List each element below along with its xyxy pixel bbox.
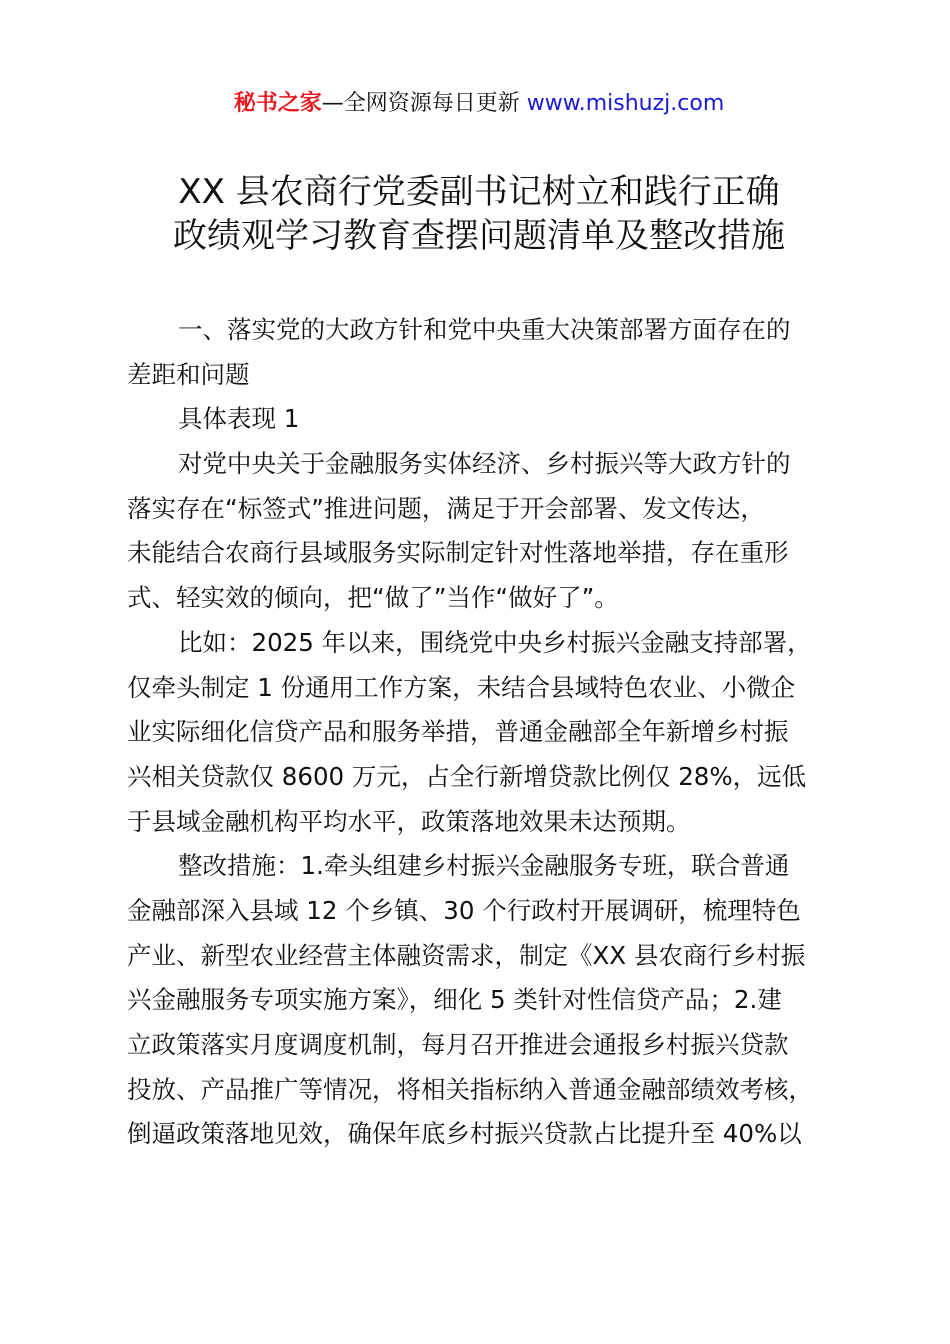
paragraph xyxy=(127,308,847,397)
paragraph-line: 兴金融服务专项实施方案》，细化 5 类针对性信贷产品；2.建 xyxy=(127,985,782,1015)
site-url-link[interactable]: www.mishuzj.com xyxy=(526,91,725,116)
paragraph-line: 式、轻实效的倾向，把“做了”当作“做好了”。 xyxy=(127,583,619,613)
paragraph xyxy=(127,397,847,442)
paragraph-line: 兴相关贷款仅 8600 万元，占全行新增贷款比例仅 28%，远低 xyxy=(127,761,807,791)
paragraph xyxy=(127,621,847,844)
document-body xyxy=(127,308,847,1157)
document-title xyxy=(0,170,950,258)
paragraph-line: 仅牵头制定 1 份通用工作方案，未结合县域特色农业、小微企 xyxy=(127,672,796,702)
paragraph-line: 比如：2025 年以来，围绕党中央乡村振兴金融支持部署， xyxy=(178,627,812,657)
paragraph-line: 具体表现 1 xyxy=(178,404,300,434)
paragraph-line: 一、落实党的大政方针和党中央重大决策部署方面存在的 xyxy=(178,315,791,344)
header-tagline: —全网资源每日更新 xyxy=(321,91,527,116)
paragraph xyxy=(127,844,847,1157)
title-line: 政绩观学习教育查摆问题清单及整改措施 xyxy=(173,216,785,256)
paragraph-line: 于县域金融机构平均水平，政策落地效果未达预期。 xyxy=(127,806,691,836)
paragraph-line: 未能结合农商行县域服务实际制定针对性落地举措，存在重形 xyxy=(127,538,789,568)
paragraph-line: 立政策落实月度调度机制，每月召开推进会通报乡村振兴贷款 xyxy=(127,1030,789,1059)
paragraph-line: 对党中央关于金融服务实体经济、乡村振兴等大政方针的 xyxy=(178,449,791,479)
paragraph-line: 整改措施：1.牵头组建乡村振兴金融服务专班，联合普通 xyxy=(178,851,790,881)
site-header xyxy=(0,88,950,120)
paragraph-line: 投放、产品推广等情况，将相关指标纳入普通金融部绩效考核， xyxy=(127,1074,813,1104)
paragraph-line: 倒逼政策落地见效，确保年底乡村振兴贷款占比提升至 40%以 xyxy=(127,1119,802,1149)
paragraph-line: 产业、新型农业经营主体融资需求，制定《XX 县农商行乡村振 xyxy=(127,940,806,970)
paragraph-line: 金融部深入县域 12 个乡镇、30 个行政村开展调研，梳理特色 xyxy=(127,895,801,925)
paragraph xyxy=(127,442,847,621)
title-line: XX 县农商行党委副书记树立和践行正确 xyxy=(178,172,780,212)
paragraph-line: 落实存在“标签式”推进问题，满足于开会部署、发文传达， xyxy=(127,493,765,523)
brand-name: 秘书之家 xyxy=(233,91,322,116)
paragraph-line: 差距和问题 xyxy=(127,359,250,389)
paragraph-line: 业实际细化信贷产品和服务举措，普通金融部全年新增乡村振 xyxy=(127,717,789,747)
